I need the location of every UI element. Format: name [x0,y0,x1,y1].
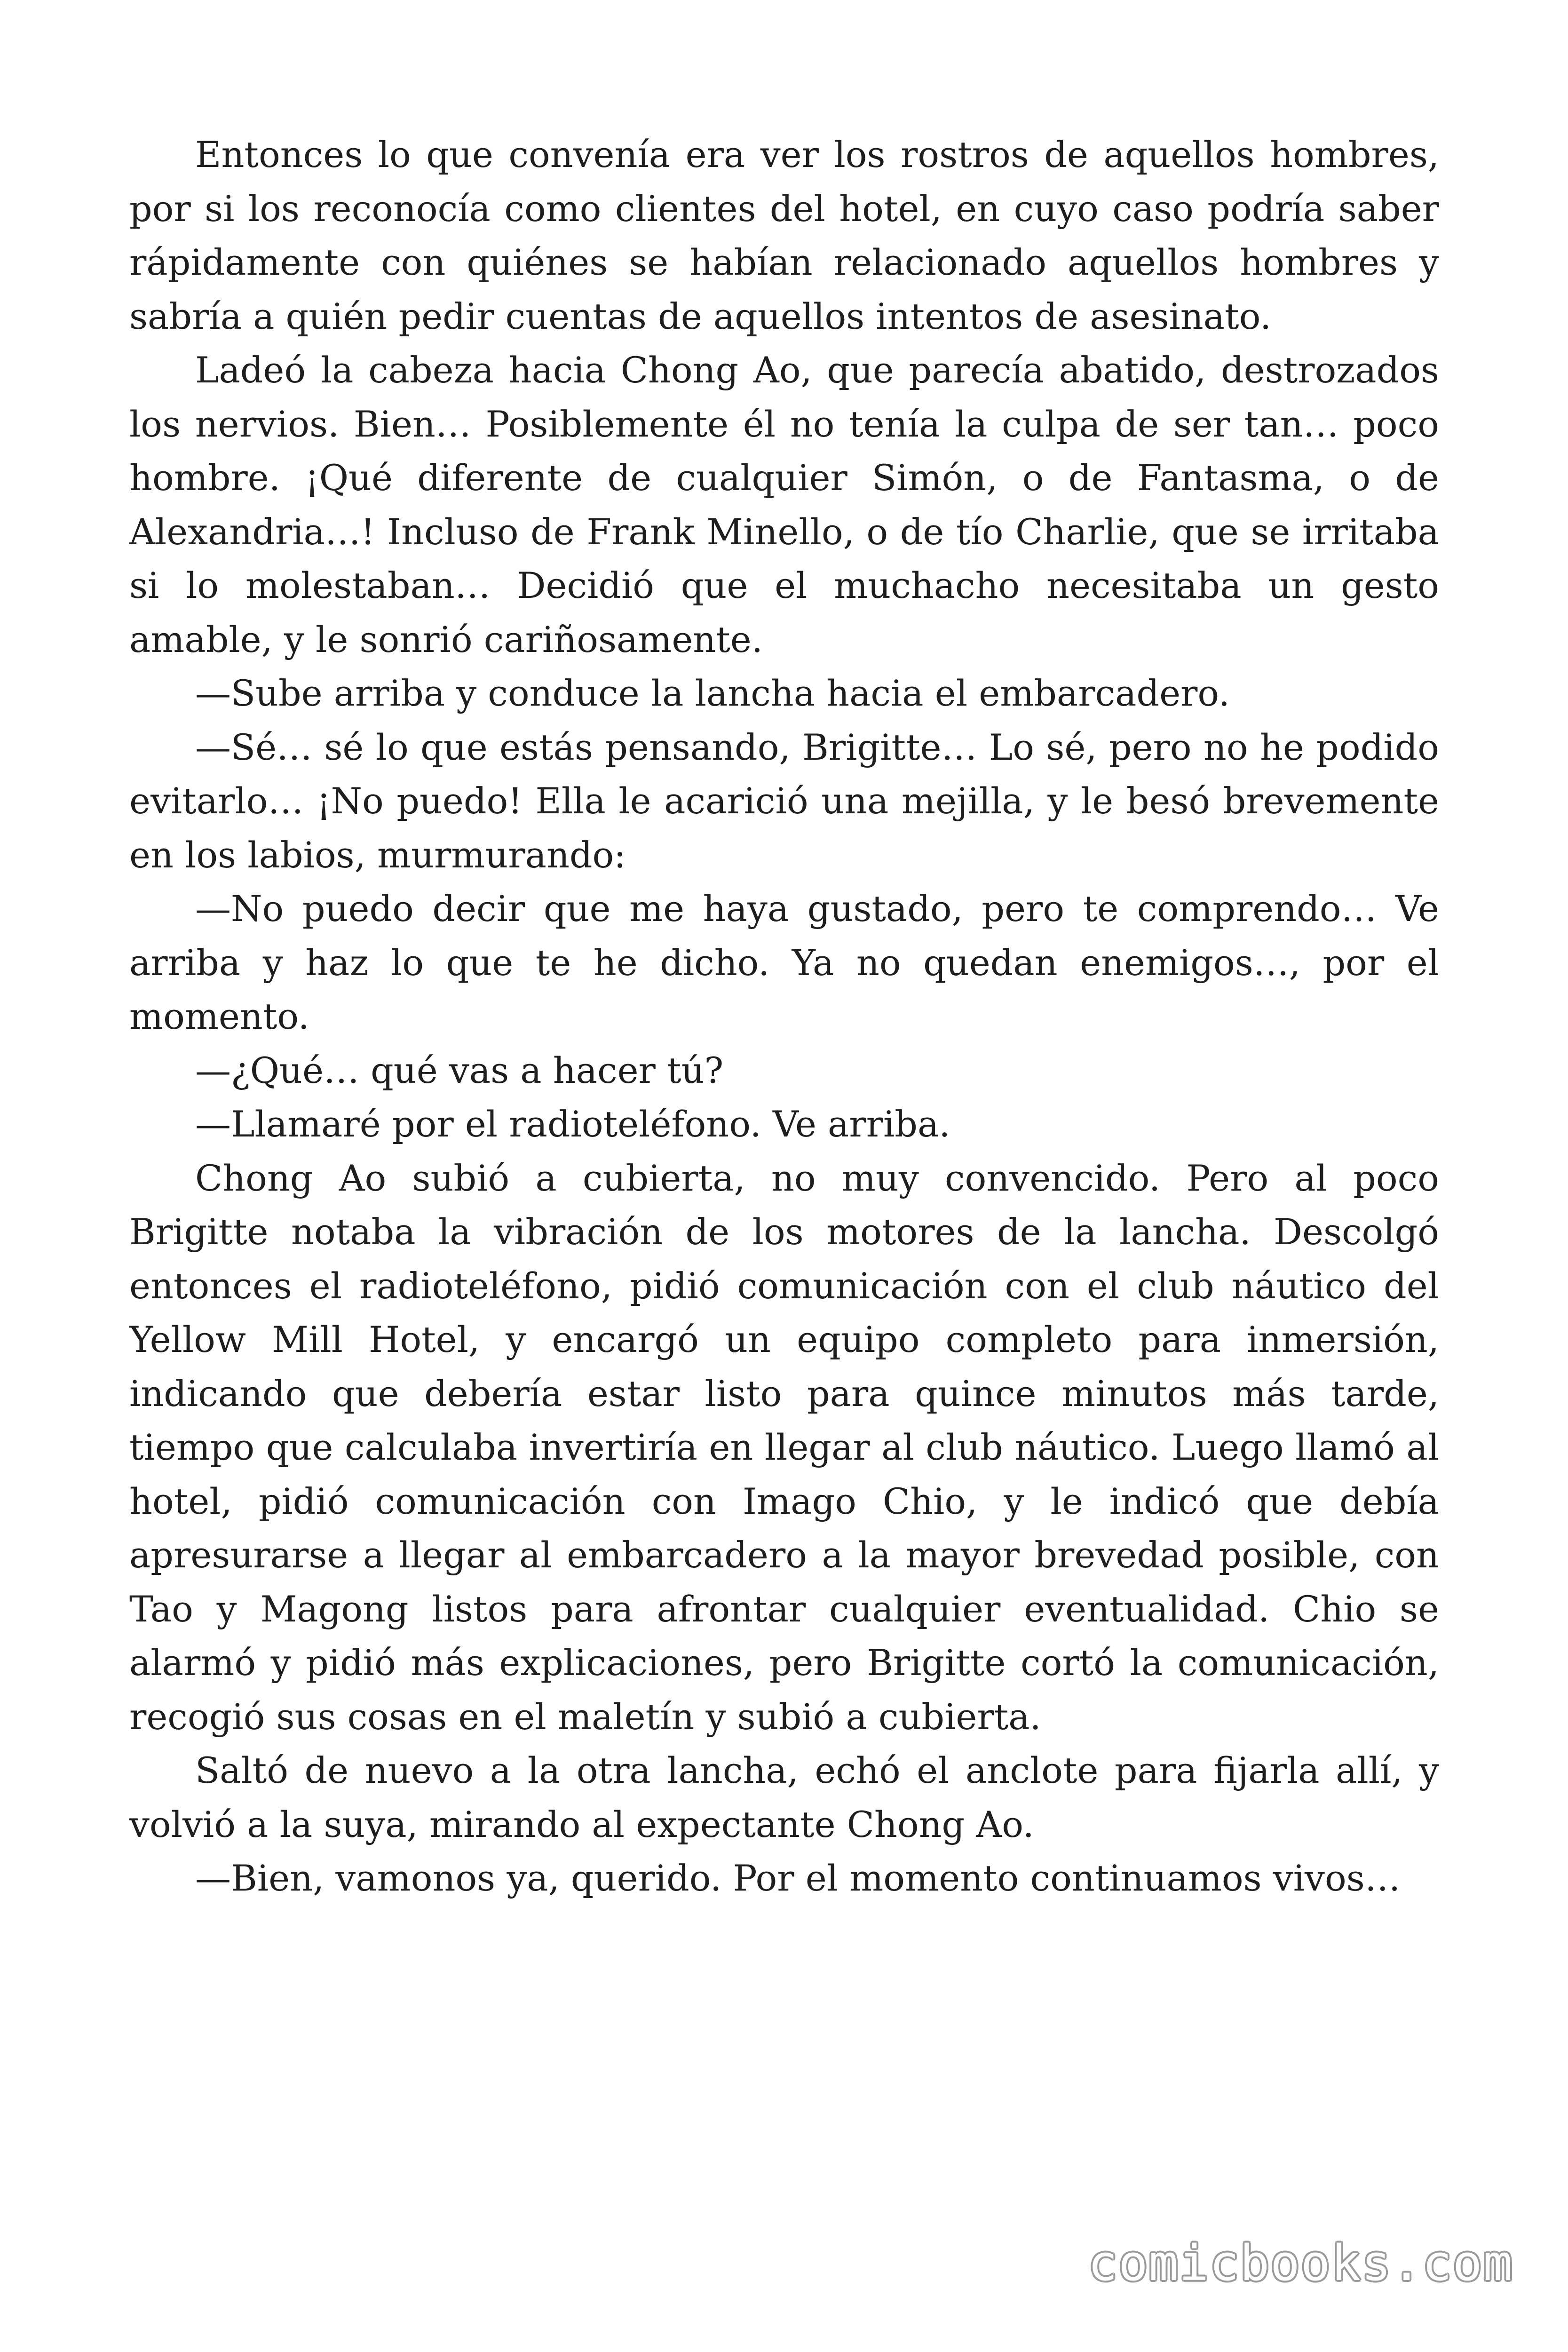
paragraph: Entonces lo que convenía era ver los rostros de aquellos hombres, por si los reconocía como clientes del hotel, en cuyo caso podría saber rápidamente con quiénes se habían relacionado aquellos hombres y sabría a quién pedir cuentas de aquellos intentos de asesinato. [129,134,1439,337]
paragraph: Saltó de nuevo a la otra lancha, echó el anclote para fijarla allí, y volvió a la suya, mirando al expectante Chong Ao. [129,1749,1439,1845]
watermark-logo: comicbooks.com [1088,2234,1513,2292]
dialogue-line: —Bien, vamonos ya, querido. Por el momento continuamos vivos… [195,1857,1401,1899]
paragraph: Ladeó la cabeza hacia Chong Ao, que parecía abatido, destrozados los nervios. Bien… Posiblemente él no tenía la culpa de ser tan… poco hombre. ¡Qué diferente de cualquier Simón, o de Fantasma, o de Alexandria…! Incluso de Frank Minello, o de tío Charlie, que se irritaba si lo molestaban… Decidió que el muchacho necesitaba un gesto amable, y le sonrió cariñosamente. [129,349,1439,660]
dialogue-line: —Sube arriba y conduce la lancha hacia el embarcadero. [195,672,1230,714]
dialogue-line: —Llamaré por el radioteléfono. Ve arriba. [195,1103,950,1145]
dialogue-line: —Sé… sé lo que estás pensando, Brigitte… Lo sé, pero no he podido evitarlo… ¡No puedo! Ella le acarició una mejilla, y le besó brevemente en los labios, murmurando: [129,726,1439,876]
dialogue-line: —No puedo decir que me haya gustado, pero te comprendo… Ve arriba y haz lo que te he dicho. Ya no quedan enemigos…, por el momento. [129,888,1439,1037]
dialogue-line: —¿Qué… qué vas a hacer tú? [195,1049,724,1091]
page-body [129,128,1439,1906]
paragraph: Chong Ao subió a cubierta, no muy convencido. Pero al poco Brigitte notaba la vibración de los motores de la lancha. Descolgó entonces el radioteléfono, pidió comunicación con el club náutico del Yellow Mill Hotel, y encargó un equipo completo para inmersión, indicando que debería estar listo para quince minutos más tarde, tiempo que calculaba invertiría en llegar al club náutico. Luego llamó al hotel, pidió comunicación con Imago Chio, y le indicó que debía apresurarse a llegar al embarcadero a la mayor brevedad posible, con Tao y Magong listos para afrontar cualquier eventualidad. Chio se alarmó y pidió más explicaciones, pero Brigitte cortó la comunicación, recogió sus cosas en el maletín y subió a cubierta. [129,1157,1439,1738]
